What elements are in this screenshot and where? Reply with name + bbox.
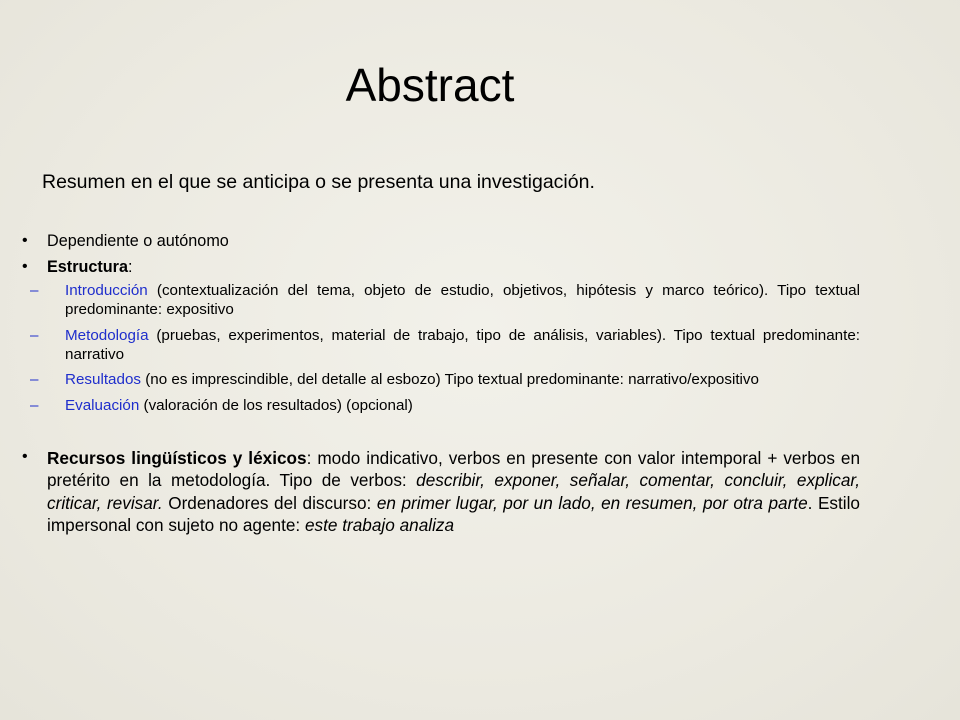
dash-icon: – xyxy=(30,396,39,414)
recursos-text: : modo indicativo, verbos en presente con valor intemporal + verbos en pretérito en la metodología. Tipo de verbos: xyxy=(47,447,861,491)
bullet-icon: • xyxy=(22,447,28,465)
bullet-item-dependiente xyxy=(22,231,860,252)
recursos-text: Ordenadores del discurso: xyxy=(162,492,377,513)
bullet-item-recursos xyxy=(22,447,860,536)
dash-icon: – xyxy=(30,282,39,300)
dash-icon: – xyxy=(30,326,39,344)
recursos-ordenadores: en primer lugar, por un lado, en resumen, por otra parte xyxy=(376,492,808,513)
intro-text: Resumen en el que se anticipa o se presenta una investigación. xyxy=(42,171,595,193)
dash-icon: – xyxy=(30,371,39,389)
item-text: (pruebas, experimentos, material de trabajo, tipo de análisis, variables). Tipo textual predominante: narrativo xyxy=(65,326,860,364)
item-text: (contextualización del tema, objeto de estudio, objetivos, hipótesis y marco teórico). Tipo textual predominante: expositivo xyxy=(65,282,860,319)
recursos-verbs: describir, exponer, señalar, comentar, concluir, explicar, criticar, revisar. xyxy=(47,470,860,513)
bullet-icon: • xyxy=(22,232,28,249)
bullet-label: Recursos lingüísticos y léxicos xyxy=(47,447,307,468)
recursos-text: . Estilo impersonal con sujeto no agente: xyxy=(47,492,860,535)
item-keyword: Introducción xyxy=(65,282,148,300)
spacer xyxy=(22,421,860,447)
item-text: (no es imprescindible, del detalle al esbozo) Tipo textual predominante: narrativo/expositivo xyxy=(140,371,759,389)
slide-title: Abstract xyxy=(345,59,515,111)
bullet-item-estructura xyxy=(22,257,860,415)
bullet-label: Estructura xyxy=(47,258,128,277)
list-item xyxy=(22,281,860,320)
recursos-example: este trabajo analiza xyxy=(304,514,455,535)
content-body xyxy=(22,231,860,541)
bullet-icon: • xyxy=(22,258,28,276)
item-text: (valoración de los resultados) (opcional) xyxy=(139,396,413,414)
item-keyword: Metodología xyxy=(65,326,149,344)
list-item xyxy=(22,370,860,389)
bullet-text: Dependiente o autónomo xyxy=(47,232,229,250)
list-item xyxy=(22,326,860,365)
item-keyword: Evaluación xyxy=(65,396,140,414)
bullet-label-suffix: : xyxy=(127,258,133,277)
estructura-list xyxy=(30,281,860,415)
item-keyword: Resultados xyxy=(65,371,141,389)
list-item xyxy=(22,396,860,415)
